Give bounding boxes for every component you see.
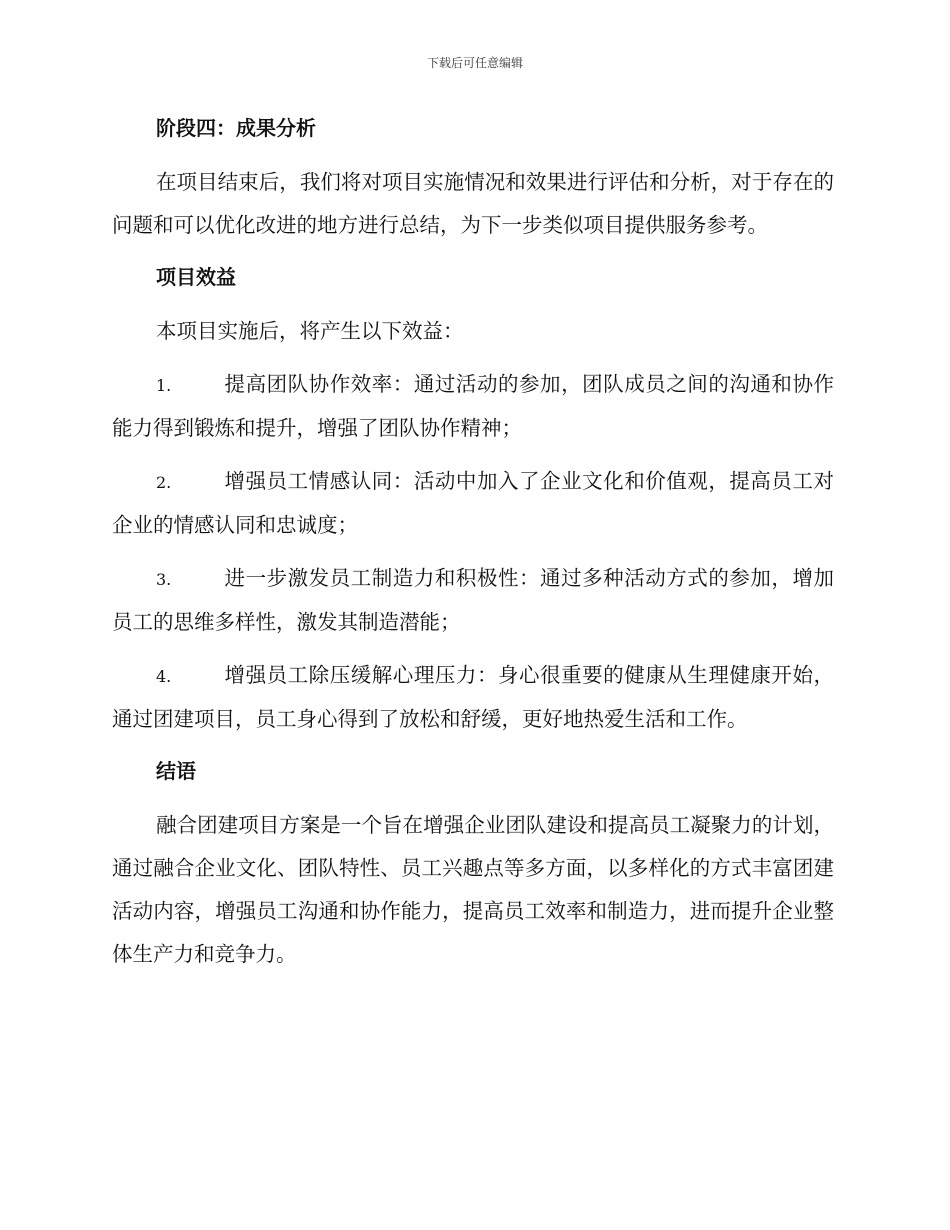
list-item-number: 2. — [156, 473, 172, 492]
stage4-heading: 阶段四：成果分析 — [156, 116, 316, 140]
list-item-text: 增强员工情感认同：活动中加入了企业文化和价值观，提高员工对企业的情感认同和忠诚度； — [112, 469, 834, 537]
list-item-text: 提高团队协作效率：通过活动的参加，团队成员之间的沟通和协作能力得到锻炼和提升，增强了团队协作精神； — [112, 372, 834, 440]
page-header: 下载后可任意编辑 — [426, 56, 523, 70]
benefits-list — [112, 363, 834, 741]
stage4-paragraph: 在项目结束后，我们将对项目实施情况和效果进行评估和分析，对于存在的问题和可以优化改进的地方进行总结，为下一步类似项目提供服务参考。 — [112, 170, 834, 237]
benefits-heading: 项目效益 — [156, 265, 236, 289]
list-item-number: 4. — [156, 667, 172, 686]
list-item-number: 1. — [156, 376, 172, 395]
document-body — [112, 108, 834, 986]
list-item — [112, 363, 834, 450]
conclusion-paragraph: 融合团建项目方案是一个旨在增强企业团队建设和提高员工凝聚力的计划，通过融合企业文化、团队特性、员工兴趣点等多方面，以多样化的方式丰富团建活动内容，增强员工沟通和协作能力，提高员工效率和制造力，进而提升企业整体生产力和竞争力。 — [112, 813, 834, 966]
list-item — [112, 654, 834, 741]
list-item — [112, 557, 834, 644]
list-item — [112, 460, 834, 547]
conclusion-heading: 结语 — [156, 759, 196, 783]
list-item-text: 进一步激发员工制造力和积极性：通过多种活动方式的参加，增加员工的思维多样性，激发其制造潜能； — [112, 566, 834, 634]
list-item-text: 增强员工除压缓解心理压力：身心很重要的健康从生理健康开始，通过团建项目，员工身心得到了放松和舒缓，更好地热爱生活和工作。 — [112, 663, 834, 731]
list-item-number: 3. — [156, 570, 172, 589]
benefits-intro: 本项目实施后，将产生以下效益： — [156, 319, 464, 343]
